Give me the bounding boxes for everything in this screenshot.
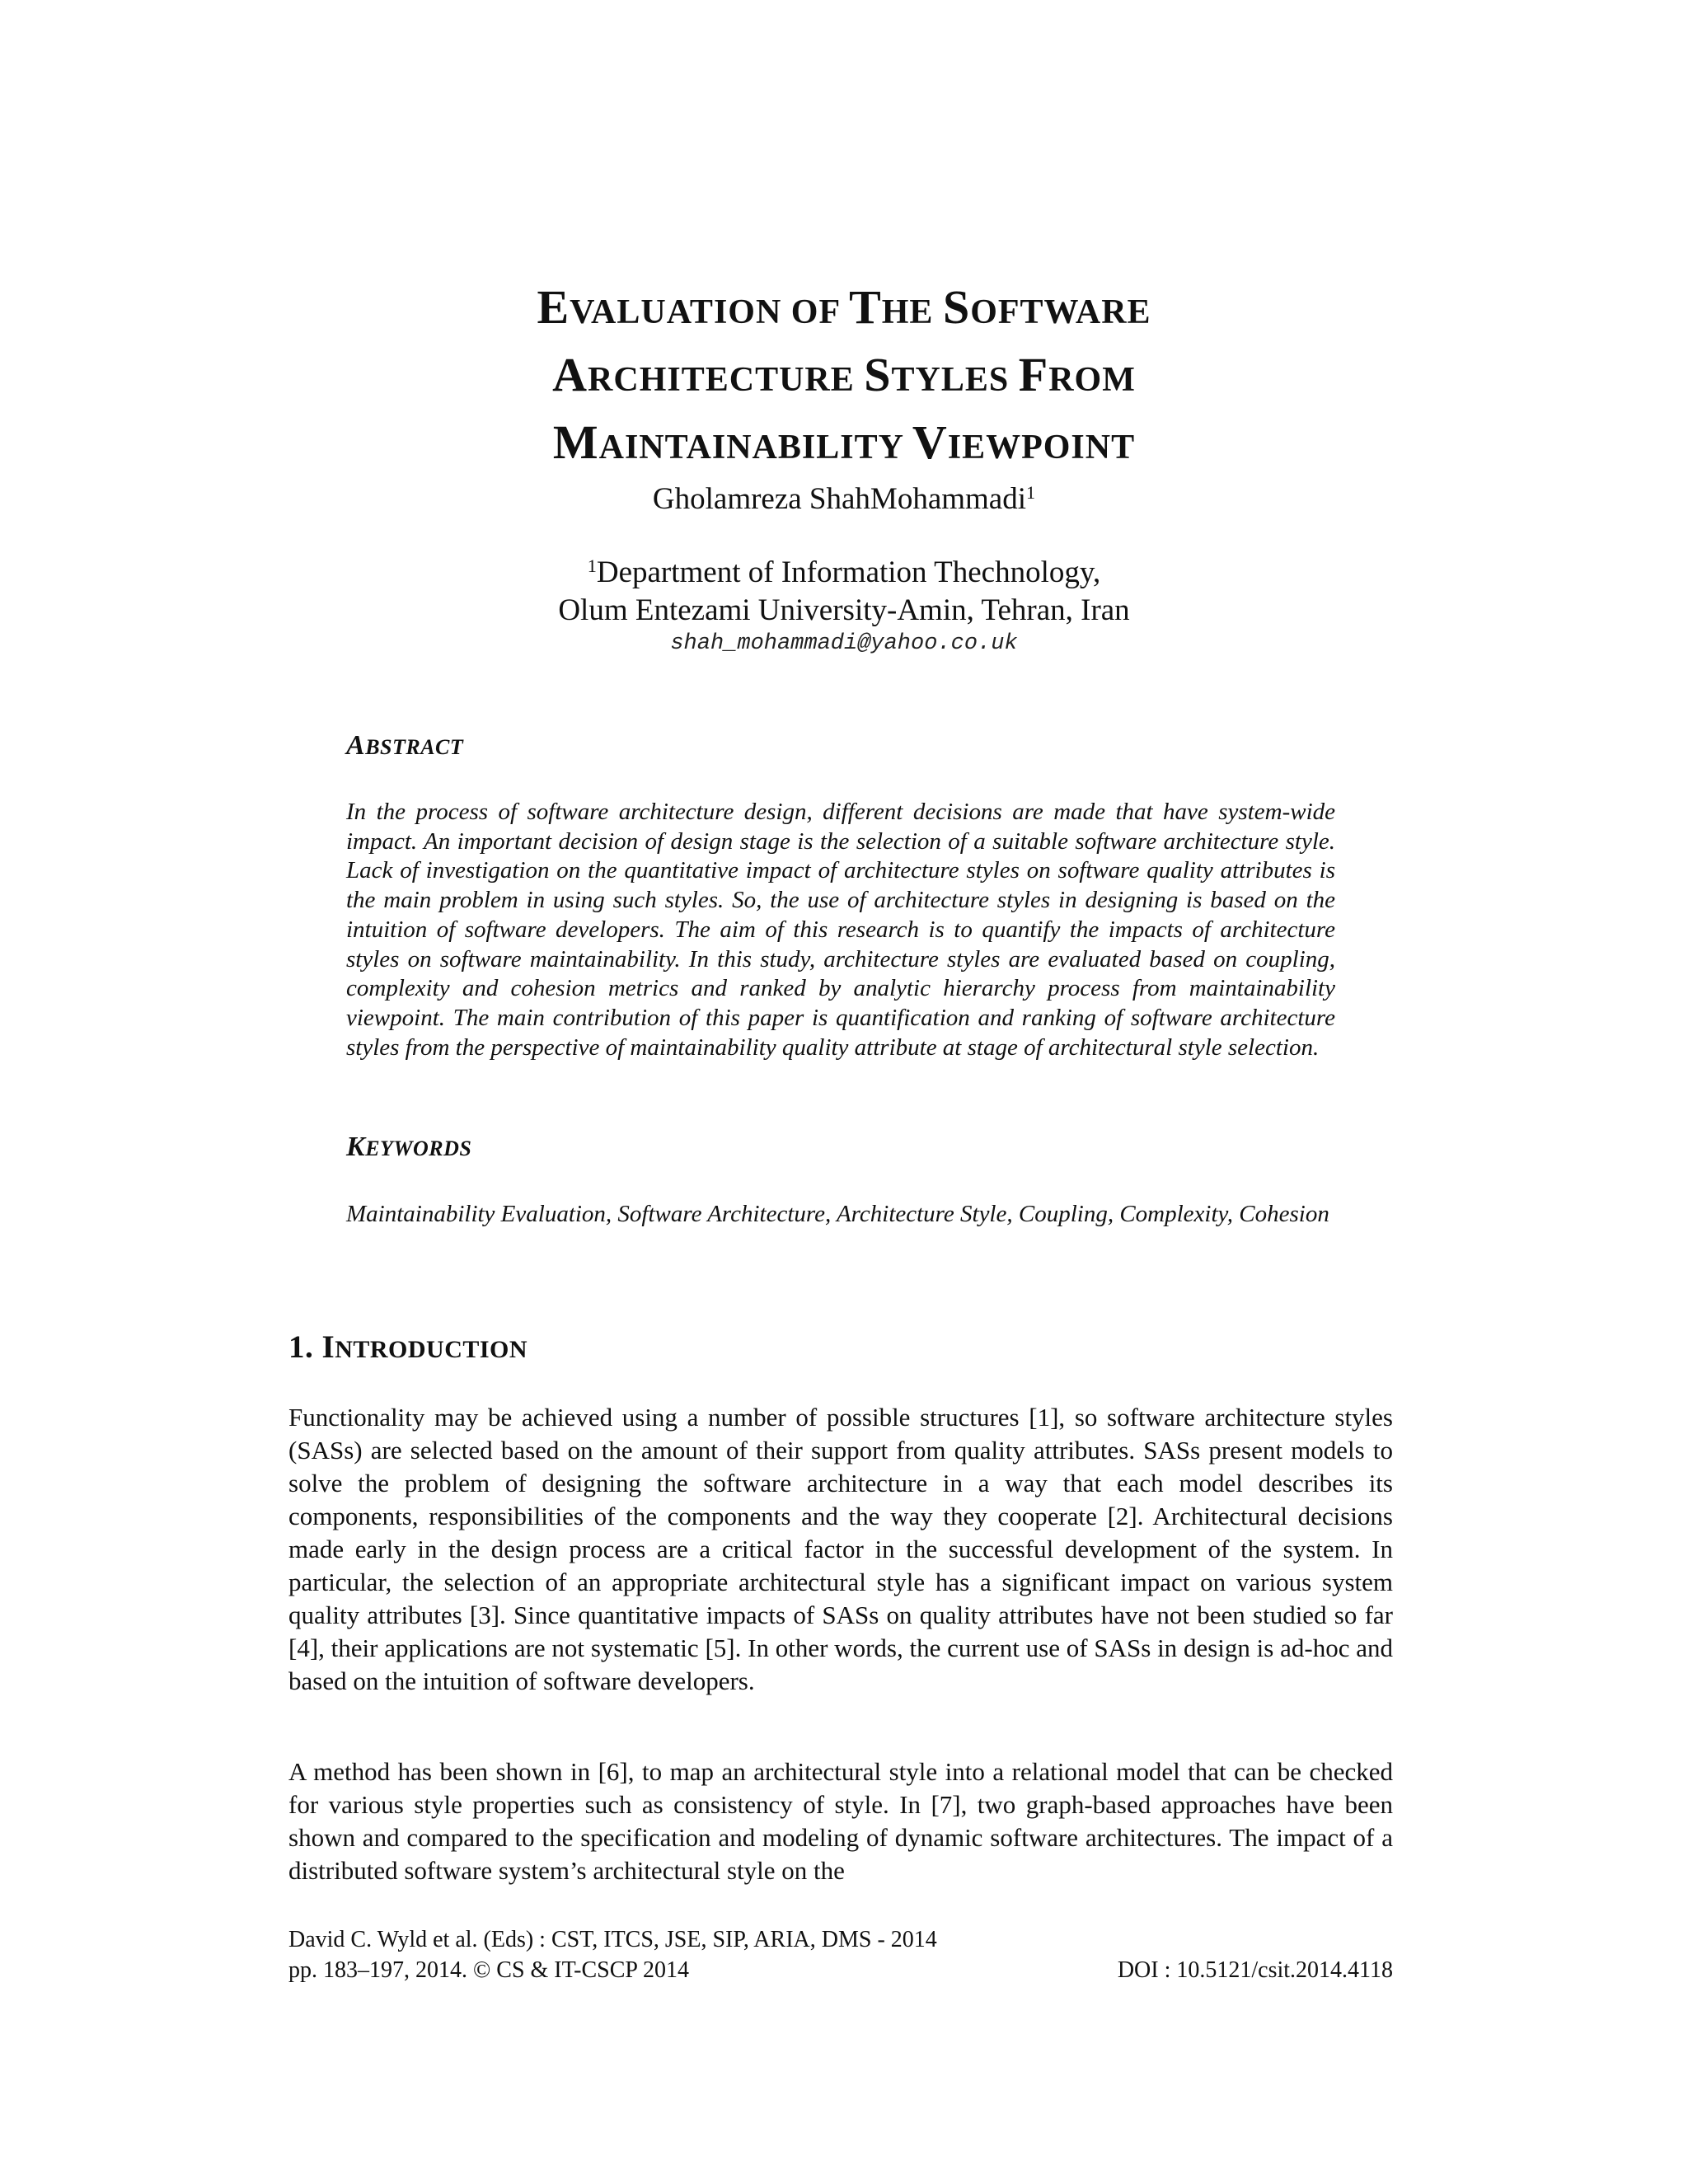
affiliation-university: Olum Entezami University-Amin, Tehran, Iran bbox=[558, 593, 1130, 627]
title-line-1 bbox=[0, 276, 1688, 344]
title-line-3 bbox=[0, 411, 1688, 479]
title-word-rest: RCHITECTURE bbox=[588, 361, 865, 399]
footer-doi[interactable]: DOI : 10.5121/csit.2014.4118 bbox=[1117, 1957, 1393, 1983]
title-word-rest: IEWPOINT bbox=[947, 429, 1136, 466]
author-name-text: Gholamreza ShahMohammadi bbox=[652, 482, 1027, 516]
affiliation-superscript: 1 bbox=[587, 555, 597, 576]
introduction-paragraph-1: Functionality may be achieved using a number of possible structures [1], so software architecture styles (SASs) are selected based on the amount of their support from quality attributes. SASs present models to solve the problem of designing the software architecture in a way that each model describes its components, responsibilities of the components and the way they cooperate [2]. Architectural decisions made early in the design process are a critical factor in the successful development of the system. In particular, the selection of an appropriate architectural style has a significant impact on various system quality attributes [3]. Since quantitative impacts of SASs on quality attributes have not been studied so far [4], their applications are not systematic [5]. In other words, the current use of SASs in design is ad-hoc and based on the intuition of software developers. bbox=[288, 1403, 1393, 1695]
title-word-rest: ROM bbox=[1048, 361, 1136, 399]
affiliation-department: Department of Information Thechnology, bbox=[596, 555, 1101, 589]
title-word-cap: A bbox=[552, 348, 588, 401]
footer-proceedings: David C. Wyld et al. (Eds) : CST, ITCS, JSE, SIP, ARIA, DMS - 2014 bbox=[288, 1927, 937, 1952]
keywords-heading-cap: K bbox=[346, 1132, 366, 1162]
title-word-cap: S bbox=[864, 348, 892, 401]
author-affiliation bbox=[0, 554, 1688, 658]
page-footer bbox=[288, 1924, 1393, 1985]
footer-row bbox=[288, 1955, 1393, 1985]
footer-pages-copyright: pp. 183–197, 2014. © CS & IT-CSCP 2014 bbox=[288, 1957, 689, 1983]
keywords-heading-rest: EYWORDS bbox=[365, 1137, 472, 1160]
title-word-cap: E bbox=[537, 280, 570, 334]
abstract-heading bbox=[346, 730, 463, 762]
title-word-rest: OFTWARE bbox=[970, 293, 1151, 331]
section-number: 1. bbox=[288, 1329, 322, 1365]
abstract-heading-cap: A bbox=[346, 730, 366, 761]
introduction-heading bbox=[288, 1329, 528, 1366]
title-word-cap: F bbox=[1018, 348, 1049, 401]
title-word-cap: V bbox=[912, 415, 948, 469]
author-superscript: 1 bbox=[1026, 481, 1036, 503]
introduction-heading-cap: I bbox=[321, 1329, 335, 1365]
title-word-cap: M bbox=[552, 415, 599, 469]
author-email[interactable]: shah_mohammadi@yahoo.co.uk bbox=[670, 631, 1018, 656]
affiliation-line-1 bbox=[0, 554, 1688, 592]
title-word-cap: T bbox=[849, 280, 882, 334]
introduction-paragraph-2: A method has been shown in [6], to map an architectural style into a relational model that can be checked for various style properties such as consistency of style. In [7], two graph-based approaches have been shown and compared to the specification and modeling of dynamic software architectures. The impact of a distributed software system’s architectural style on the bbox=[288, 1757, 1393, 1885]
author-name bbox=[0, 480, 1688, 518]
paper-title bbox=[0, 276, 1688, 479]
abstract-heading-rest: BSTRACT bbox=[365, 735, 464, 759]
abstract-text: In the process of software architecture design, different decisions are made that have system-wide impact. An important decision of design stage is the selection of a suitable software architecture style. Lack of investigation on the quantitative impact of architecture styles on software quality attributes is the main problem in using such styles. So, the use of architecture styles in designing is based on the intuition of software developers. The aim of this research is to quantify the impacts of architecture styles on software maintainability. In this study, architecture styles are evaluated based on coupling, complexity and cohesion metrics and ranked by analytic hierarchy process from maintainability viewpoint. The main contribution of this paper is quantification and ranking of software architecture styles from the perspective of maintainability quality attribute at stage of architectural style selection. bbox=[346, 799, 1335, 1061]
title-word-rest: TYLES bbox=[891, 361, 1019, 399]
introduction-heading-rest: NTRODUCTION bbox=[335, 1336, 528, 1363]
keywords-heading bbox=[346, 1132, 471, 1163]
keywords-text: Maintainability Evaluation, Software Architecture, Architecture Style, Coupling, Complexity, Cohesion bbox=[346, 1201, 1329, 1227]
title-word-rest: HE bbox=[881, 293, 943, 331]
title-word-rest: AINTAINABILITY bbox=[598, 429, 912, 466]
title-word-rest: VALUATION OF bbox=[570, 293, 850, 331]
title-word-cap: S bbox=[942, 280, 971, 334]
title-line-2 bbox=[0, 344, 1688, 411]
